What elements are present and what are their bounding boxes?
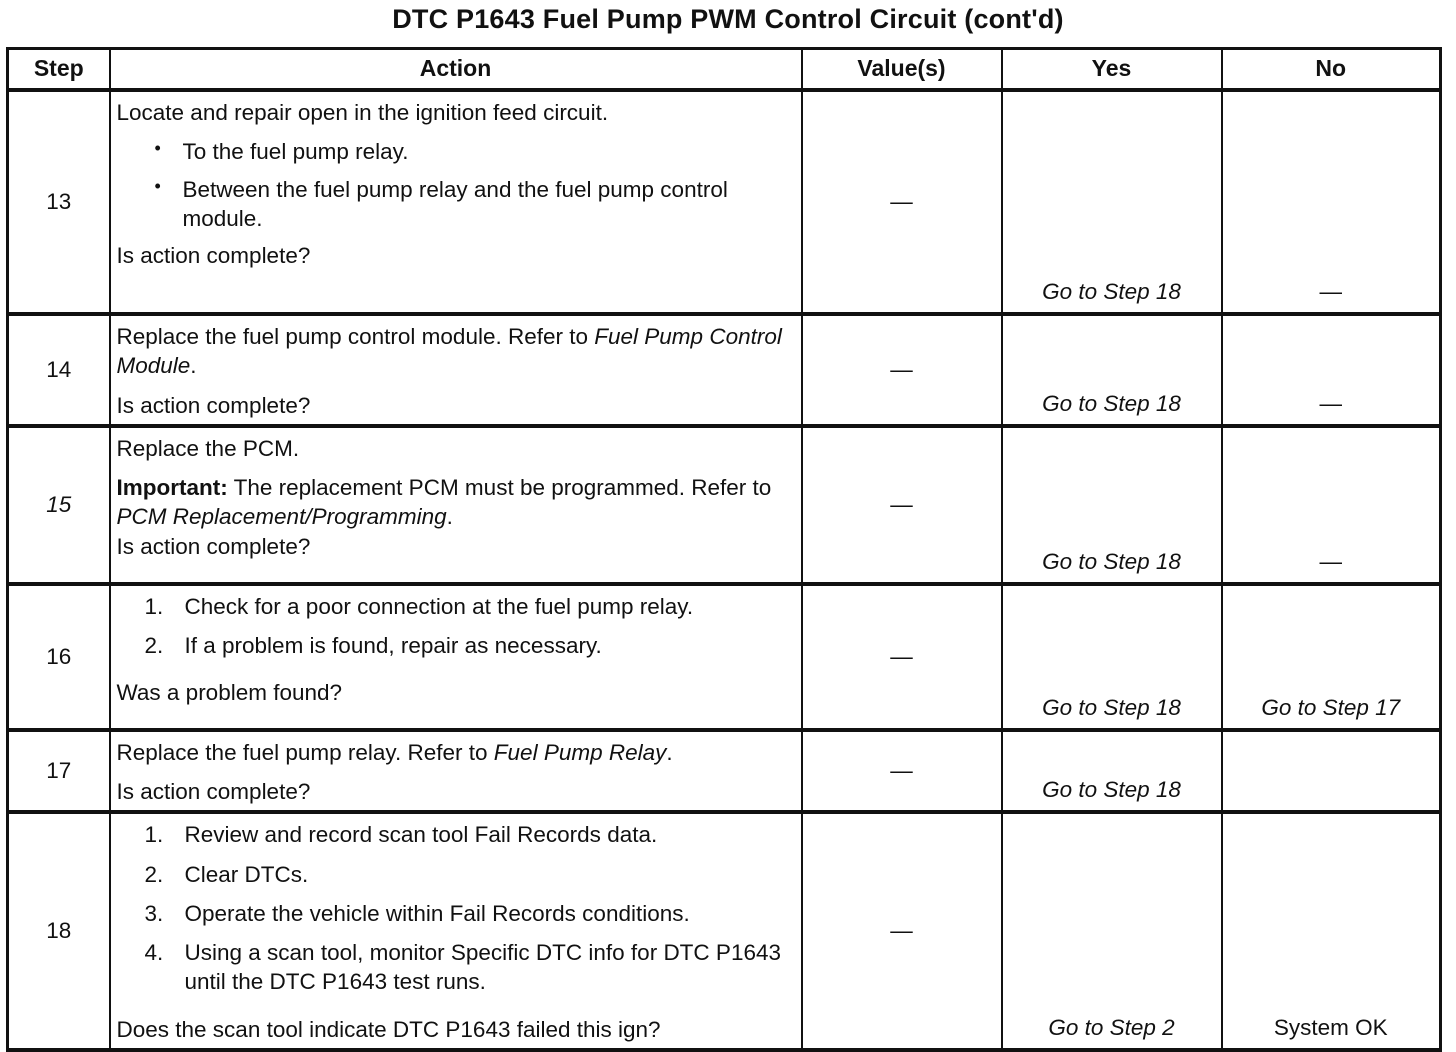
value-dash: — xyxy=(890,492,913,518)
table-row xyxy=(8,426,1441,584)
action-cell xyxy=(110,426,802,584)
no-cell xyxy=(1222,90,1441,314)
yes-cell xyxy=(1002,812,1222,1050)
numbered-item xyxy=(117,899,795,928)
step-number: 14 xyxy=(8,314,110,426)
step-number: 17 xyxy=(8,730,110,813)
yes-link[interactable]: Go to Step 18 xyxy=(1042,548,1181,574)
item-number: 4. xyxy=(144,940,164,965)
header-no: No xyxy=(1222,49,1441,91)
item-number: 2. xyxy=(144,633,164,658)
table-row xyxy=(8,812,1441,1050)
yes-link[interactable]: Go to Step 2 xyxy=(1048,1014,1175,1040)
header-step: Step xyxy=(8,49,110,91)
yes-link[interactable]: Go to Step 18 xyxy=(1042,278,1181,304)
header-yes: Yes xyxy=(1002,49,1222,91)
numbered-item xyxy=(117,860,795,889)
table-row xyxy=(8,730,1441,813)
action-question: Is action complete? xyxy=(116,779,311,804)
item-number: 1. xyxy=(144,593,164,619)
yes-link[interactable]: Go to Step 18 xyxy=(1042,777,1181,802)
action-text: Locate and repair open in the ignition feed circuit. xyxy=(116,100,609,125)
action-text: Replace the PCM. xyxy=(116,435,300,461)
value-dash: — xyxy=(890,644,913,670)
action-question: Is action complete? xyxy=(116,533,311,559)
bullet-item: • Between the fuel pump relay and the fuel pump control module. xyxy=(117,175,795,234)
page-title: DTC P1643 Fuel Pump PWM Control Circuit (cont'd) xyxy=(392,4,1064,34)
action-reference[interactable]: Fuel Pump Control Module xyxy=(116,324,782,379)
important-text: The replacement PCM must be programmed. Refer to xyxy=(227,475,772,500)
action-cell xyxy=(110,314,802,426)
numbered-item xyxy=(117,592,795,621)
bullet-list xyxy=(117,137,795,233)
action-question: Is action complete? xyxy=(116,392,311,418)
no-cell xyxy=(1222,584,1441,730)
yes-cell xyxy=(1002,730,1222,813)
action-reference[interactable]: Fuel Pump Relay xyxy=(493,739,667,765)
header-row xyxy=(8,49,1441,91)
diagnostic-table xyxy=(6,47,1442,1052)
important-label: Important: xyxy=(116,475,228,500)
header-action: Action xyxy=(110,49,802,91)
value-cell xyxy=(802,426,1002,584)
value-dash: — xyxy=(890,189,913,215)
table-row xyxy=(8,584,1441,730)
item-text: If a problem is found, repair as necessary. xyxy=(184,633,602,658)
value-dash: — xyxy=(890,357,913,383)
item-text: Review and record scan tool Fail Records data. xyxy=(184,822,658,848)
bullet-item: • To the fuel pump relay. xyxy=(117,137,795,166)
numbered-list xyxy=(117,820,795,1006)
yes-link[interactable]: Go to Step 18 xyxy=(1042,694,1181,720)
item-text: Operate the vehicle within Fail Records conditions. xyxy=(184,900,690,926)
no-value: — xyxy=(1319,278,1342,304)
value-cell xyxy=(802,730,1002,813)
step-number: 18 xyxy=(8,812,110,1050)
step-number: 16 xyxy=(8,584,110,730)
step-number: 15 xyxy=(8,426,110,584)
step-number: 13 xyxy=(8,90,110,314)
no-cell xyxy=(1222,314,1441,426)
action-cell xyxy=(110,812,802,1050)
action-text xyxy=(117,738,795,767)
yes-cell xyxy=(1002,426,1222,584)
action-question: Is action complete? xyxy=(116,243,311,268)
no-value: — xyxy=(1319,390,1342,416)
important-reference[interactable]: PCM Replacement/Programming xyxy=(116,504,447,530)
no-value: System OK xyxy=(1273,1014,1388,1040)
yes-cell xyxy=(1002,584,1222,730)
yes-cell xyxy=(1002,90,1222,314)
numbered-item xyxy=(117,938,795,997)
value-dash: — xyxy=(890,918,913,944)
action-cell xyxy=(110,730,802,813)
item-number: 1. xyxy=(144,822,164,848)
action-question: Was a problem found? xyxy=(116,680,343,706)
no-cell xyxy=(1222,730,1441,813)
no-cell xyxy=(1222,426,1441,584)
value-dash: — xyxy=(890,758,913,784)
yes-link[interactable]: Go to Step 18 xyxy=(1042,390,1181,416)
action-text-plain: Replace the fuel pump control module. Refer to xyxy=(116,324,595,349)
value-cell xyxy=(802,812,1002,1050)
item-number: 3. xyxy=(144,900,164,926)
value-cell xyxy=(802,584,1002,730)
numbered-item xyxy=(117,631,795,660)
action-question: Does the scan tool indicate DTC P1643 failed this ign? xyxy=(116,1016,661,1042)
yes-cell xyxy=(1002,314,1222,426)
no-value: — xyxy=(1319,548,1342,574)
action-text xyxy=(117,322,795,381)
numbered-list xyxy=(117,592,795,671)
action-text-end: . xyxy=(190,353,197,379)
value-cell xyxy=(802,314,1002,426)
important-end: . xyxy=(446,504,453,530)
item-text: Using a scan tool, monitor Specific DTC info for DTC P1643 until the DTC P1643 test runs. xyxy=(184,940,781,995)
important-note xyxy=(117,473,795,532)
no-link[interactable]: Go to Step 17 xyxy=(1261,694,1401,720)
action-text-plain: Replace the fuel pump relay. Refer to xyxy=(116,739,494,765)
item-text: Check for a poor connection at the fuel pump relay. xyxy=(184,593,694,619)
table-row xyxy=(8,314,1441,426)
item-number: 2. xyxy=(144,861,164,887)
header-values: Value(s) xyxy=(802,49,1002,91)
item-text: Clear DTCs. xyxy=(184,861,309,887)
action-text-end: . xyxy=(666,739,673,765)
numbered-item xyxy=(117,820,795,849)
no-cell xyxy=(1222,812,1441,1050)
action-cell xyxy=(110,584,802,730)
action-cell xyxy=(110,90,802,314)
value-cell xyxy=(802,90,1002,314)
table-row xyxy=(8,90,1441,314)
